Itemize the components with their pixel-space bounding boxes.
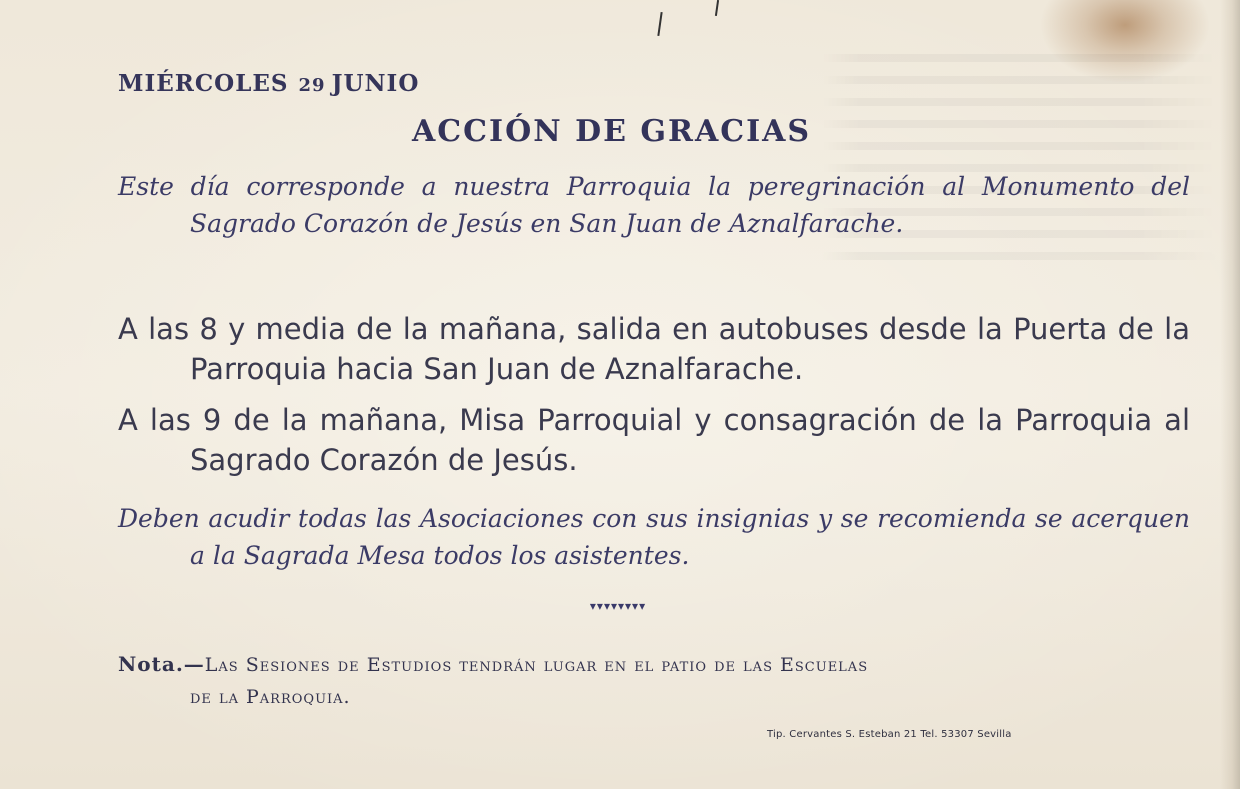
day-label: MIÉRCOLES xyxy=(118,70,289,97)
schedule-item: A las 9 de la mañana, Misa Parroquial y consagración de la Parroquia al Sagrado Corazón de Jesús. xyxy=(118,403,1190,477)
day-number: 29 xyxy=(298,75,326,96)
note-line-2: de la Parroquia. xyxy=(190,686,351,708)
note xyxy=(118,648,1118,713)
page-fold-shadow xyxy=(1220,0,1240,789)
note-label: Nota.— xyxy=(118,652,205,676)
printer-imprint: Tip. Cervantes S. Esteban 21 Tel. 53307 Sevilla xyxy=(767,729,1012,740)
schedule-item: A las 8 y media de la mañana, salida en autobuses desde la Puerta de la Parroquia hacia San Juan de Aznalfarache. xyxy=(118,312,1190,386)
intro-paragraph: Este día corresponde a nuestra Parroquia la peregrinación al Monumento del Sagrado Corazón de Jesús en San Juan de Aznalfarache. xyxy=(118,172,1190,238)
ornament-divider: ▾▾▾▾▾▾▾▾ xyxy=(589,599,647,613)
closing-paragraph: Deben acudir todas las Asociaciones con sus insignias y se recomienda se acerquen a la Sagrada Mesa todos los asistentes. xyxy=(118,504,1190,570)
show-through-text xyxy=(820,40,1220,740)
note-line-1: Las Sesiones de Estudios tendrán lugar en el patio de las Escuelas xyxy=(204,654,869,676)
date-heading xyxy=(118,70,419,97)
ink-mark xyxy=(657,12,662,36)
page-title: ACCIÓN DE GRACIAS xyxy=(412,114,812,149)
ink-mark xyxy=(715,0,719,16)
month-label: JUNIO xyxy=(331,70,420,97)
